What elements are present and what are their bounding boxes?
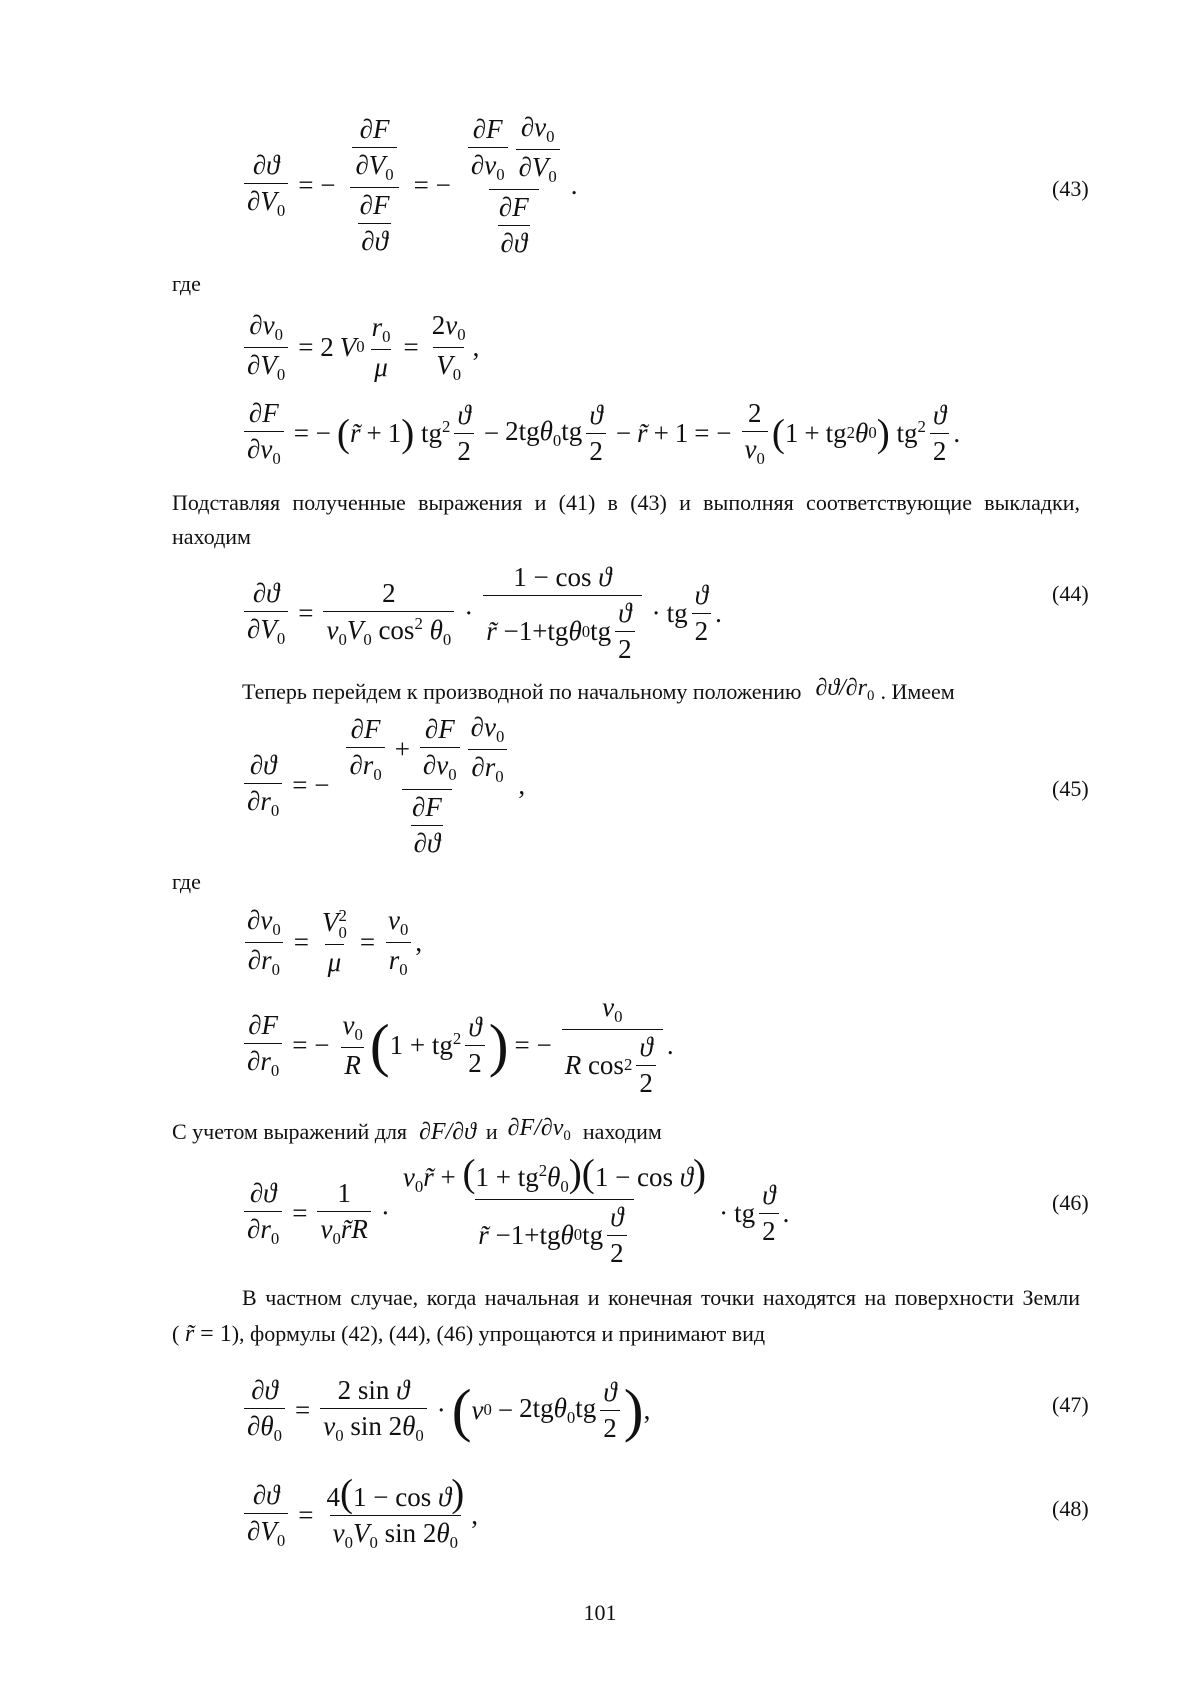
equation-number-47: (47): [1052, 1392, 1089, 1417]
text-paragraph-4b: ( r̃ = 1 ), формулы (42), (44), (46) упрощаются и принимают вид: [172, 1318, 765, 1350]
equation-dnu-dV0: $\frac{\partial\nu_0}{\partial V_0}$ = 2 V 0 $\frac{r_0}{\mu}$ = $\frac{2\nu_0}{V_0}$ ,: [240, 310, 479, 385]
text-paragraph-3-mid: и: [485, 1119, 498, 1145]
equation-dF-dr0: $\frac{\partial F}{\partial r_0}$ = − $\frac{\nu_0}{R}$ ( $1 + tg^2$ $\frac{ϑ}{2}$ ) = − $\nu_0$ R cos 2 $\frac{ϑ}{2}$ .: [240, 992, 674, 1099]
text-gde-1: где: [172, 271, 201, 296]
text-gde-2: где: [172, 869, 201, 894]
text-paragraph-3-start: С учетом выражений для: [172, 1119, 408, 1145]
equation-dnu-dr0: $\frac{\partial\nu_0}{\partial r_0}$ = V 2 0 μ = $\frac{\nu_0}{r_0}$ ,: [240, 905, 422, 980]
equation-43: $\frac{\partial ϑ}{\partial V_0}$ = − $\frac{\frac{\partial F}{\partial V_0}}{\frac{\partial F}{\partial ϑ}}$ = − $\frac{\partial F}{\partial\nu_0}$ $\frac{\partial\nu_0}{\partial V_0}$ $\frac{\partial F}{\partial ϑ}$ .: [240, 112, 578, 259]
equation-46: $\frac{\partial ϑ}{\partial r_0}$ = $\frac{1}{\nu_0r̃R}$ · $\nu_0r̃ + (1 + tg^2\theta_0)(1 - \cos ϑ)$ r̃ −1+tg θ 0 tg $\frac{ϑ}{2}$ · tg $\frac{ϑ}{2}$ .: [240, 1158, 789, 1269]
equation-number-48: (48): [1052, 1496, 1089, 1521]
equation-number-44: (44): [1052, 581, 1089, 606]
text-paragraph-3-end: находим: [582, 1119, 662, 1145]
page-number: 101: [583, 1600, 617, 1625]
text-paragraph-3: С учетом выражений для ∂F/∂ϑ и $\partial F/\partial\nu_0$ находим: [172, 1112, 662, 1152]
text-paragraph-2: Теперь перейдем к производной по начальному положению $\partial ϑ/\partial r_0$ . Имеем: [242, 672, 955, 712]
equation-45: $\frac{\partial ϑ}{\partial r_0}$ = − $\frac{\partial F}{\partial r_0}$ + $\frac{\partial F}{\partial\nu_0}$ $\frac{\partial\nu_0}{\partial r_0}$ $\frac{\partial F}{\partial ϑ}$ ,: [240, 712, 525, 859]
equation-number-46: (46): [1052, 1190, 1089, 1215]
text-paragraph-1a: Подставляя полученные выражения и (41) в (43) и выполняя соответствующие выкладки,: [172, 490, 1080, 515]
text-paragraph-2-end: . Имеем: [880, 679, 955, 705]
text-paragraph-1b: находим: [172, 524, 251, 549]
equation-number-43: (43): [1052, 176, 1089, 201]
text-paragraph-4b-end: ), формулы (42), (44), (46) упрощаются и принимают вид: [231, 1321, 766, 1346]
text-paragraph-2-start: Теперь перейдем к производной по начальному положению: [242, 679, 802, 705]
equation-44: $\frac{\partial ϑ}{\partial V_0}$ = $\frac{2}{\nu_0V_0 \cos^2 \theta_0}$ · 1 − cos ϑ r̃ −1+tg θ 0 tg $\frac{ϑ}{2}$ · tg $\frac{ϑ}{2}$ .: [240, 562, 722, 665]
equation-dF-dnu0: $\frac{\partial F}{\partial\nu_0}$ = − ( r̃ + 1 ) $tg^2$ $\frac{ϑ}{2}$ − 2tgθ$_0$tg $\frac{ϑ}{2}$ − r̃ + 1 = − $\frac{2}{\nu_0}$ ( 1 + tg 2 θ 0 ) $tg^2$ $\frac{ϑ}{2}$ .: [240, 398, 960, 469]
equation-number-45: (45): [1052, 776, 1089, 801]
equation-48: $\frac{\partial ϑ}{\partial V_0}$ = $\frac{\text{4(1 − cos ϑ)}}{\nu_0V_0 \sin 2\theta_0}$ ,: [240, 1478, 478, 1553]
equation-47: $\frac{\partial ϑ}{\partial\theta_0}$ = $\frac{\text{2 sin ϑ}}{\nu_0 \sin 2\theta_0}$ · ( ν 0 − 2tgθ$_0$tg $\frac{ϑ}{2}$ ) ,: [240, 1375, 650, 1446]
text-paragraph-4a: В частном случае, когда начальная и конечная точки находятся на поверхности Земли: [242, 1285, 1080, 1310]
